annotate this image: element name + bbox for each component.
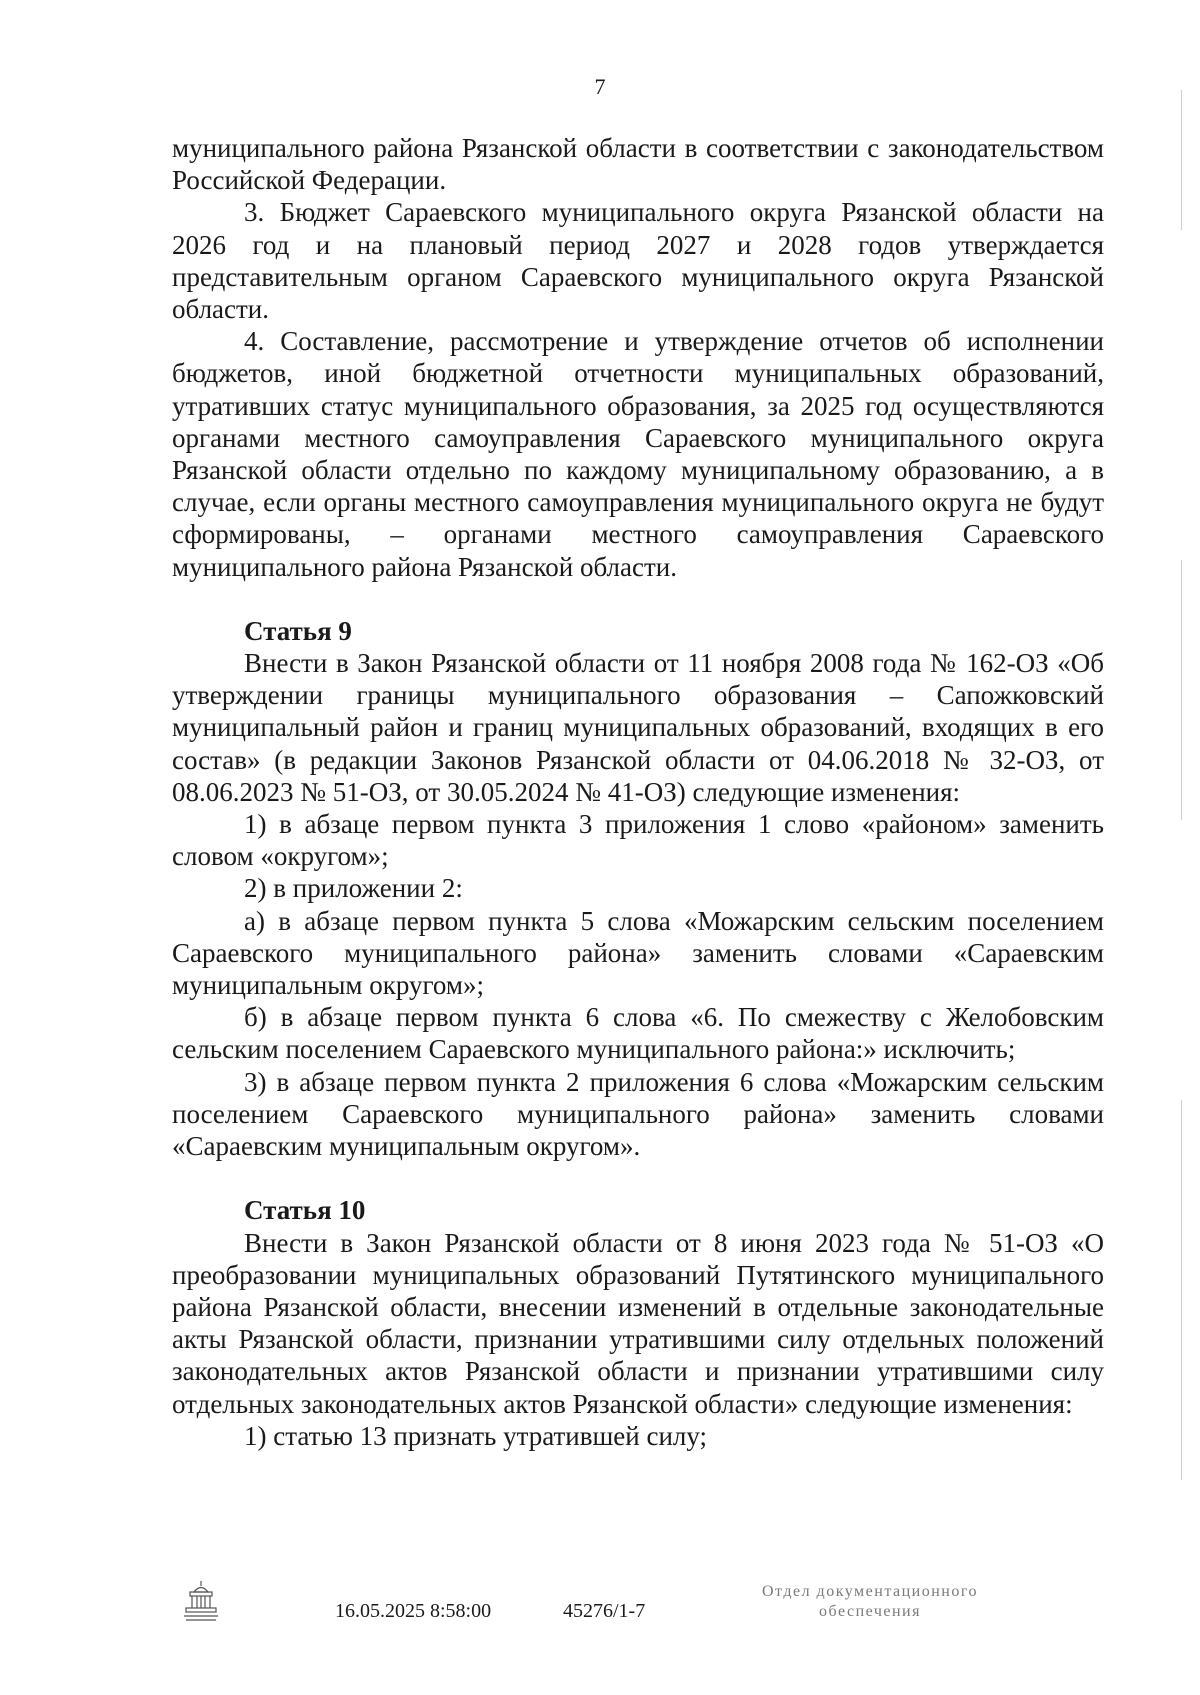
scan-edge-mark: [1181, 560, 1182, 820]
section-gap: [172, 1162, 1104, 1194]
duma-building-icon: [180, 1578, 222, 1624]
scan-edge-mark: [1181, 90, 1182, 230]
document-body: [172, 132, 1104, 1452]
footer-date: 16.05.2025 8:58:00: [335, 1600, 492, 1622]
article-9-item-3: 3) в абзаце первом пункта 2 приложения 6 слова «Можарским сельским поселением Сараевского муниципального района» заменить словами «Сараевским муниципальным округом».: [172, 1066, 1104, 1162]
article-10-heading: Статья 10: [244, 1195, 366, 1226]
department-stamp: [725, 1582, 1015, 1622]
scan-edge-mark: [1181, 1100, 1182, 1480]
paragraph-item-4: 4. Составление, рассмотрение и утверждение отчетов об исполнении бюджетов, иной бюджетной отчетности муниципальных образований, утративших статус муниципального образования, за 2025 год осуществляются органами местного самоуправления Сараевского муниципального округа Рязанской области отдельно по каждому муниципальному образованию, а в случае, если органы местного самоуправления муниципального округа не будут сформированы, – органами местного самоуправления Сараевского муниципального района Рязанской области.: [172, 326, 1104, 582]
article-9-item-1: 1) в абзаце первом пункта 3 приложения 1 слово «районом» заменить словом «округом»;: [172, 809, 1104, 872]
stamp-line-2: обеспечения: [819, 1603, 921, 1620]
paragraph-continuation: муниципального района Рязанской области в соответствии с законодательством Российской Федерации.: [172, 133, 1104, 196]
footer-registration-number: 45276/1-7: [563, 1600, 646, 1622]
article-9-item-2b: б) в абзаце первом пункта 6 слова «6. По смежеству с Желобовским сельским поселением Сараевского муниципального района:» исключить;: [172, 1002, 1104, 1065]
article-9-item-2a: а) в абзаце первом пункта 5 слова «Можарским сельским поселением Сараевского муниципального района» заменить словами «Сараевским муниципальным округом»;: [172, 905, 1104, 1001]
article-10-intro: Внести в Закон Рязанской области от 8 июня 2023 года № 51-ОЗ «О преобразовании муниципальных образований Путятинского муниципального района Рязанской области, внесении изменений в отдельные законодательные акты Рязанской области, признании утратившими силу отдельных положений законодательных актов Рязанской области и признании утратившими силу отдельных законодательных актов Рязанской области» следующие изменения:: [172, 1227, 1104, 1419]
article-10-item-1: 1) статью 13 признать утратившей силу;: [244, 1420, 708, 1451]
article-9-intro: Внести в Закон Рязанской области от 11 ноября 2008 года № 162-ОЗ «Об утверждении границы муниципального образования – Сапожковский муниципальный район и границ муниципальных образований, входящих в его состав» (в редакции Законов Рязанской области от 04.06.2018 № 32-ОЗ, от 08.06.2023 № 51-ОЗ, от 30.05.2024 № 41-ОЗ) следующие изменения:: [172, 648, 1104, 807]
paragraph-item-3: 3. Бюджет Сараевского муниципального округа Рязанской области на 2026 год и на плановый период 2027 и 2028 годов утверждается представительным органом Сараевского муниципального округа Рязанской области.: [172, 197, 1104, 325]
stamp-line-1: Отдел документационного: [761, 1583, 979, 1600]
page-number: 7: [594, 74, 606, 99]
article-9-heading: Статья 9: [244, 615, 352, 646]
section-gap: [172, 583, 1104, 615]
article-9-item-2: 2) в приложении 2:: [244, 873, 463, 904]
